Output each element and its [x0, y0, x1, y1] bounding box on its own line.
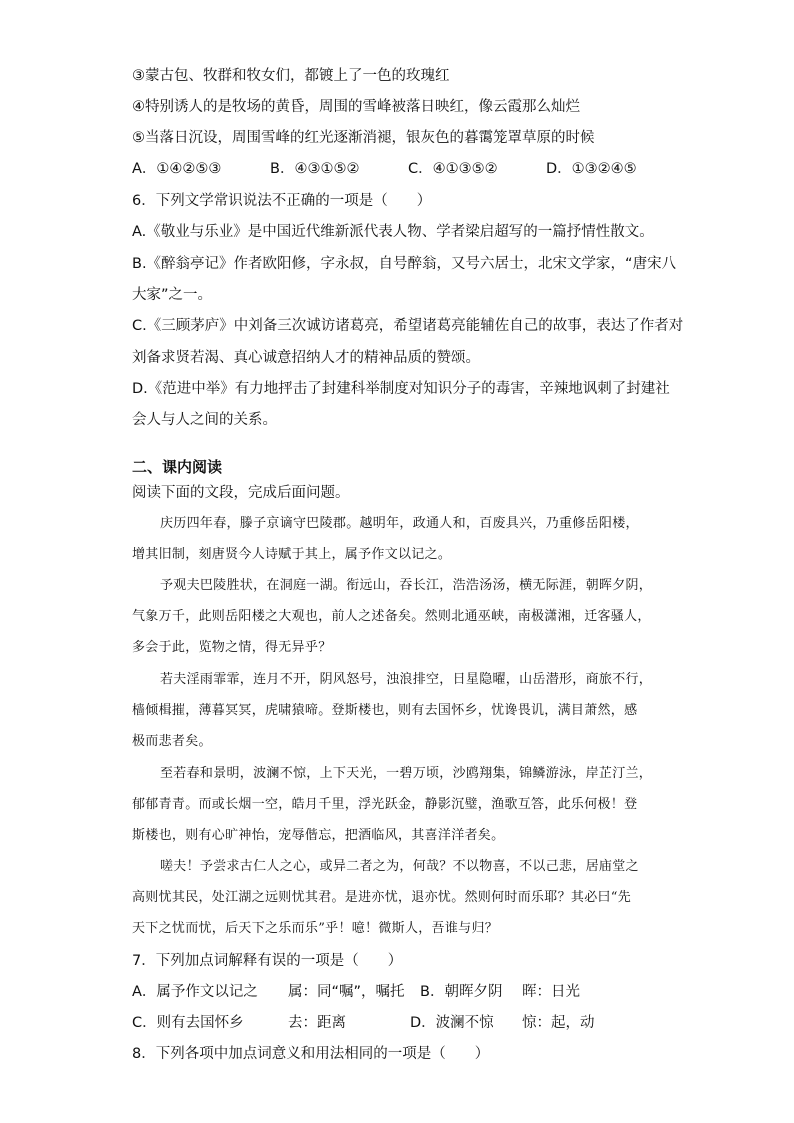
q7-option-a-phrase: A．属予作文以记之	[132, 984, 258, 1000]
passage-line: 天下之忧而忧，后天下之乐而乐”乎！噫！微斯人，吾谁与归？	[132, 921, 499, 936]
passage-line: 极而悲者矣。	[132, 734, 212, 749]
q7-option-c-gloss: 去：距离	[288, 1015, 346, 1031]
q5-item-4: ④特别诱人的是牧场的黄昏，周围的雪峰被落日映红，像云霞那么灿烂	[132, 99, 580, 115]
q6-option-d-line2: 会人与人之间的关系。	[132, 412, 277, 428]
q5-options	[132, 159, 672, 179]
passage-line: 予观夫巴陵胜状，在洞庭一湖。衔远山，吞长江，浩浩汤汤，横无际涯，朝晖夕阴，	[160, 578, 653, 593]
section-intro: 阅读下面的文段，完成后面问题。	[132, 485, 350, 501]
passage-line: 高则忧其民，处江湖之远则忧其君。是进亦忧，退亦忧。然则何时而乐耶？其必曰“先	[132, 890, 632, 905]
q6-option-b-line1: B.《醉翁亭记》作者欧阳修，字永叔，自号醉翁，又号六居士，北宋文学家，“唐宋八	[132, 256, 677, 272]
passage-line: 若夫淫雨霏霏，连月不开，阴风怒号，浊浪排空，日星隐曜，山岳潜形，商旅不行，	[160, 672, 653, 687]
section-title: 二、课内阅读	[132, 458, 223, 476]
passage-line: 斯楼也，则有心旷神怡，宠辱偕忘，把酒临风，其喜洋洋者矣。	[132, 828, 505, 843]
q6-option-a: A.《敬业与乐业》是中国近代维新派代表人物、学者梁启超写的一篇抒情性散文。	[132, 224, 654, 240]
passage-line: 嗟夫！予尝求古仁人之心，或异二者之为，何哉？不以物喜，不以己悲，居庙堂之	[160, 859, 639, 874]
passage-line: 至若春和景明，波澜不惊，上下天光，一碧万顷，沙鸥翔集，锦鳞游泳，岸芷汀兰，	[160, 766, 653, 781]
q6-option-c-line1: C.《三顾茅庐》中刘备三次诚访诸葛亮，希望诸葛亮能辅佐自己的故事，表达了作者对	[132, 318, 684, 334]
q7-option-d-phrase: D．波澜不惊	[410, 1015, 494, 1031]
q5-item-5: ⑤当落日沉设，周围雪峰的红光逐渐消褪，银灰色的暮霭笼罩草原的时候	[132, 130, 595, 146]
passage-line: 樯倾楫摧，薄暮冥冥，虎啸猿啼。登斯楼也，则有去国怀乡，忧谗畏讥，满目萧然，感	[132, 703, 638, 718]
q7-option-a-gloss: 属：同“嘱”，嘱托	[288, 984, 405, 1000]
q7-option-b-gloss: 晖：日光	[522, 984, 580, 1000]
q7-option-c-phrase: C．则有去国怀乡	[132, 1015, 244, 1031]
q6-option-b-line2: 大家”之一。	[132, 287, 213, 303]
passage-line: 气象万千，此则岳阳楼之大观也，前人之述备矣。然则北通巫峡，南极潇湘，迁客骚人，	[132, 609, 651, 624]
passage-line: 增其旧制，刻唐贤今人诗赋于其上，属予作文以记之。	[132, 547, 452, 562]
passage-line: 多会于此，览物之情，得无异乎？	[132, 640, 332, 655]
q5-option-d: D．①③②④⑤	[546, 161, 637, 177]
q6-stem: 6．下列文学常识说法不正确的一项是（ ）	[132, 193, 432, 209]
q7-option-d-gloss: 惊：起，动	[522, 1015, 595, 1031]
passage-line: 郁郁青青。而或长烟一空，皓月千里，浮光跃金，静影沉璧，渔歌互答，此乐何极！登	[132, 797, 638, 812]
q7-stem: 7．下列加点词解释有误的一项是（ ）	[132, 953, 403, 969]
q5-option-c: C．④①③⑤②	[408, 161, 498, 177]
q6-option-c-line2: 刘备求贤若渴、真心诚意招纳人才的精神品质的赞颂。	[132, 350, 480, 366]
q5-item-3: ③蒙古包、牧群和牧女们，都镀上了一色的玫瑰红	[132, 68, 450, 84]
q5-option-b: B．④③①⑤②	[270, 161, 360, 177]
q7-option-b-phrase: B．朝晖夕阴	[420, 984, 503, 1000]
q5-option-a: A．①④②⑤③	[132, 161, 222, 177]
passage-line: 庆历四年春，滕子京谪守巴陵郡。越明年，政通人和，百废具兴，乃重修岳阳楼，	[160, 516, 639, 531]
q8-stem: 8．下列各项中加点词意义和用法相同的一项是（ ）	[132, 1046, 490, 1062]
q6-option-d-line1: D.《范进中举》有力地抨击了封建科举制度对知识分子的毒害，辛辣地讽刺了封建社	[132, 381, 670, 397]
